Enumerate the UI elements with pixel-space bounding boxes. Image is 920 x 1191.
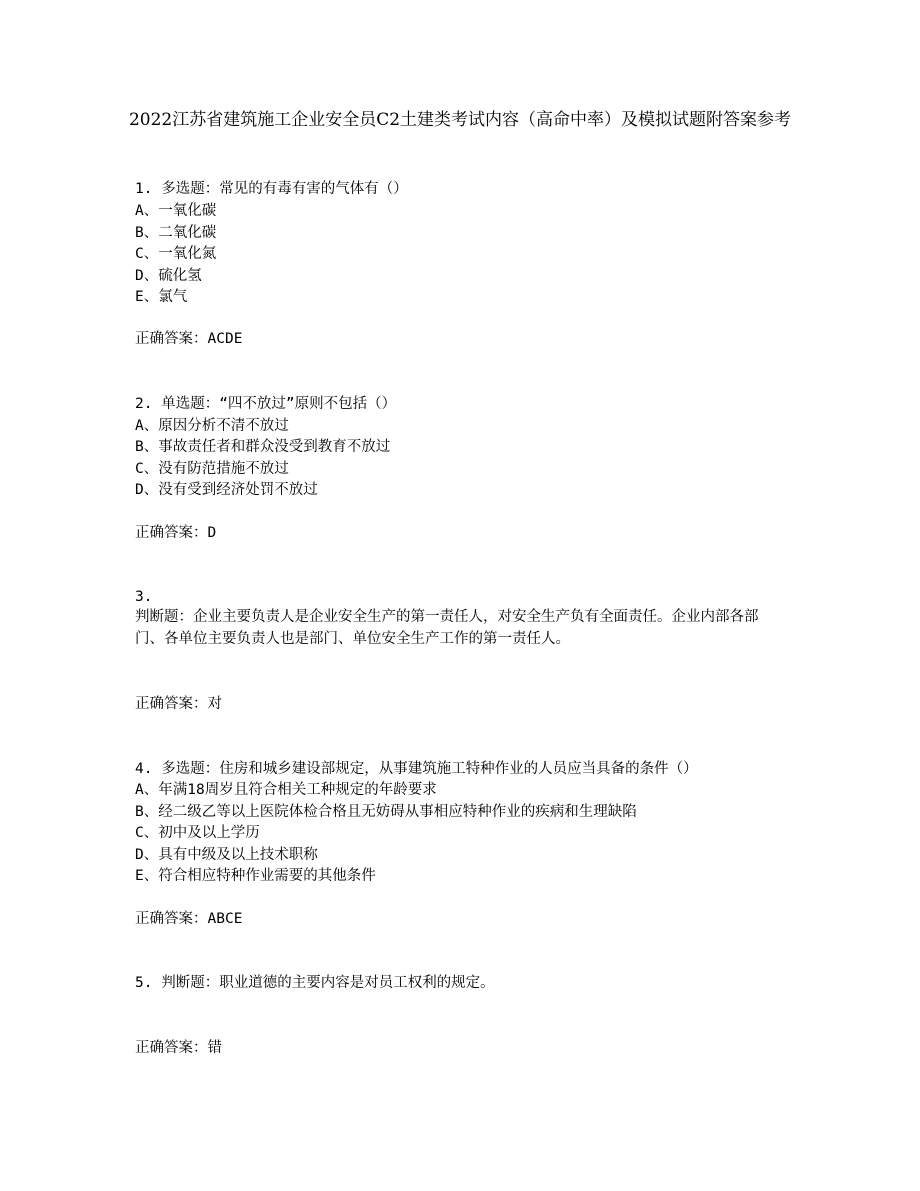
question-1-stem: 1. 多选题：常见的有毒有害的气体有（） bbox=[135, 181, 408, 197]
question-2-option-a: A、原因分析不清不放过 bbox=[135, 418, 289, 434]
question-2-option-b: B、事故责任者和群众没受到教育不放过 bbox=[135, 439, 391, 455]
question-4-option-c: C、初中及以上学历 bbox=[135, 825, 260, 841]
question-2-stem: 2. 单选题：“四不放过”原则不包括（） bbox=[135, 396, 397, 412]
question-3-stem: 判断题：企业主要负责人是企业安全生产的第一责任人，对安全生产负有全面责任。企业内部各部门、各单位主要负责人也是部门、单位安全生产工作的第一责任人。 bbox=[135, 609, 759, 647]
question-3-number: 3. bbox=[135, 589, 153, 605]
question-1-option-c: C、一氧化氮 bbox=[135, 246, 217, 262]
question-4-option-a: A、年满18周岁且符合相关工种规定的年龄要求 bbox=[135, 782, 437, 798]
question-2-option-d: D、没有受到经济处罚不放过 bbox=[135, 482, 318, 498]
question-1-option-e: E、氯气 bbox=[135, 289, 188, 305]
question-4-option-d: D、具有中级及以上技术职称 bbox=[135, 847, 318, 863]
question-1-option-b: B、二氧化碳 bbox=[135, 225, 217, 241]
question-4-option-e: E、符合相应特种作业需要的其他条件 bbox=[135, 868, 376, 884]
question-1-option-a: A、一氧化碳 bbox=[135, 203, 217, 219]
question-4-option-b: B、经二级乙等以上医院体检合格且无妨碍从事相应特种作业的疾病和生理缺陷 bbox=[135, 804, 637, 820]
question-4-stem: 4. 多选题：住房和城乡建设部规定，从事建筑施工特种作业的人员应当具备的条件（） bbox=[135, 761, 698, 777]
question-4-answer: 正确答案：ABCE bbox=[135, 911, 243, 927]
question-2-option-c: C、没有防范措施不放过 bbox=[135, 461, 289, 477]
question-1-answer: 正确答案：ACDE bbox=[135, 331, 243, 347]
document-title: 2022江苏省建筑施工企业安全员C2土建类考试内容（高命中率）及模拟试题附答案参考 bbox=[128, 110, 792, 130]
question-5-answer: 正确答案：错 bbox=[135, 1040, 222, 1056]
question-2-answer: 正确答案：D bbox=[135, 525, 217, 541]
question-5-stem: 5. 判断题：职业道德的主要内容是对员工权利的规定。 bbox=[135, 975, 495, 991]
question-1-option-d: D、硫化氢 bbox=[135, 268, 202, 284]
question-3-answer: 正确答案：对 bbox=[135, 696, 222, 712]
